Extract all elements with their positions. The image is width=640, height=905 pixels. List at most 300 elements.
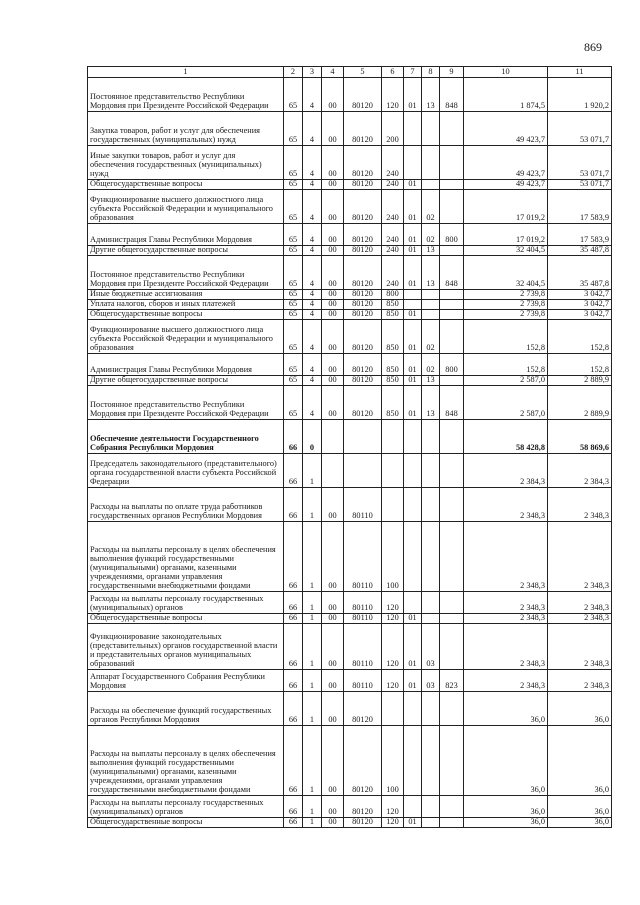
column-header: 5 bbox=[344, 67, 382, 78]
amount-cell: 49 423,7 bbox=[464, 146, 548, 180]
code-cell: 00 bbox=[322, 256, 344, 290]
row-label-cell: Администрация Главы Республики Мордовия bbox=[88, 224, 284, 246]
amount-cell: 32 404,5 bbox=[464, 256, 548, 290]
code-cell: 65 bbox=[284, 354, 303, 376]
code-cell: 120 bbox=[382, 796, 404, 818]
row-label-cell: Расходы на выплаты по оплате труда работников государственных органов Республики Мордовия bbox=[88, 488, 284, 522]
code-cell bbox=[422, 310, 440, 320]
code-cell: 4 bbox=[303, 180, 322, 190]
row-label-cell: Закупка товаров, работ и услуг для обеспечения государственных (муниципальных) нужд bbox=[88, 112, 284, 146]
code-cell bbox=[344, 420, 382, 454]
code-cell: 13 bbox=[422, 78, 440, 112]
amount-cell: 2 348,3 bbox=[464, 488, 548, 522]
code-cell: 00 bbox=[322, 190, 344, 224]
code-cell: 00 bbox=[322, 624, 344, 670]
code-cell bbox=[440, 320, 464, 354]
code-cell: 01 bbox=[404, 670, 422, 692]
code-cell: 80110 bbox=[344, 488, 382, 522]
row-label-cell: Расходы на обеспечение функций государственных органов Республики Мордовия bbox=[88, 692, 284, 726]
code-cell bbox=[440, 376, 464, 386]
column-header: 1 bbox=[88, 67, 284, 78]
table-row bbox=[88, 624, 612, 670]
code-cell bbox=[404, 420, 422, 454]
code-cell: 80110 bbox=[344, 670, 382, 692]
code-cell: 850 bbox=[382, 320, 404, 354]
code-cell: 200 bbox=[382, 112, 404, 146]
code-cell: 00 bbox=[322, 592, 344, 614]
amount-cell: 2 739,8 bbox=[464, 300, 548, 310]
code-cell bbox=[422, 522, 440, 592]
amount-cell: 35 487,8 bbox=[548, 246, 612, 256]
code-cell: 80120 bbox=[344, 190, 382, 224]
row-label-cell: Администрация Главы Республики Мордовия bbox=[88, 354, 284, 376]
code-cell: 800 bbox=[440, 354, 464, 376]
code-cell: 80120 bbox=[344, 818, 382, 828]
code-cell: 65 bbox=[284, 320, 303, 354]
code-cell: 00 bbox=[322, 692, 344, 726]
code-cell: 02 bbox=[422, 224, 440, 246]
code-cell: 00 bbox=[322, 488, 344, 522]
code-cell: 80110 bbox=[344, 614, 382, 624]
code-cell: 1 bbox=[303, 592, 322, 614]
code-cell: 00 bbox=[322, 320, 344, 354]
code-cell: 120 bbox=[382, 78, 404, 112]
code-cell bbox=[422, 180, 440, 190]
amount-cell: 2 739,8 bbox=[464, 310, 548, 320]
code-cell: 850 bbox=[382, 354, 404, 376]
amount-cell: 2 384,3 bbox=[464, 454, 548, 488]
code-cell: 65 bbox=[284, 256, 303, 290]
code-cell: 80120 bbox=[344, 692, 382, 726]
code-cell: 00 bbox=[322, 796, 344, 818]
code-cell: 01 bbox=[404, 818, 422, 828]
code-cell: 01 bbox=[404, 614, 422, 624]
column-header: 4 bbox=[322, 67, 344, 78]
code-cell: 1 bbox=[303, 614, 322, 624]
table-row bbox=[88, 670, 612, 692]
amount-cell: 2 587,0 bbox=[464, 386, 548, 420]
header-row bbox=[88, 67, 612, 78]
table-row bbox=[88, 190, 612, 224]
code-cell: 80120 bbox=[344, 146, 382, 180]
code-cell bbox=[440, 522, 464, 592]
code-cell: 848 bbox=[440, 386, 464, 420]
code-cell bbox=[440, 290, 464, 300]
code-cell bbox=[440, 300, 464, 310]
code-cell: 66 bbox=[284, 614, 303, 624]
column-header: 10 bbox=[464, 67, 548, 78]
code-cell: 66 bbox=[284, 818, 303, 828]
code-cell bbox=[382, 420, 404, 454]
amount-cell: 36,0 bbox=[548, 818, 612, 828]
code-cell: 848 bbox=[440, 256, 464, 290]
code-cell bbox=[422, 592, 440, 614]
code-cell: 66 bbox=[284, 454, 303, 488]
code-cell: 01 bbox=[404, 224, 422, 246]
row-label-cell: Постоянное представительство Республики Мордовия при Президенте Российской Федерации bbox=[88, 256, 284, 290]
amount-cell: 2 889,9 bbox=[548, 386, 612, 420]
amount-cell: 36,0 bbox=[548, 692, 612, 726]
code-cell: 01 bbox=[404, 78, 422, 112]
amount-cell: 2 348,3 bbox=[464, 624, 548, 670]
code-cell: 1 bbox=[303, 522, 322, 592]
row-label-cell: Расходы на выплаты персоналу государственных (муниципальных) органов bbox=[88, 796, 284, 818]
amount-cell: 36,0 bbox=[464, 818, 548, 828]
code-cell bbox=[404, 796, 422, 818]
code-cell: 66 bbox=[284, 670, 303, 692]
column-header: 6 bbox=[382, 67, 404, 78]
code-cell bbox=[322, 420, 344, 454]
row-label-cell: Общегосударственные вопросы bbox=[88, 310, 284, 320]
code-cell: 80120 bbox=[344, 256, 382, 290]
table-row bbox=[88, 224, 612, 246]
code-cell bbox=[404, 592, 422, 614]
code-cell: 65 bbox=[284, 78, 303, 112]
amount-cell: 36,0 bbox=[464, 692, 548, 726]
amount-cell: 2 348,3 bbox=[548, 614, 612, 624]
code-cell: 80120 bbox=[344, 78, 382, 112]
code-cell bbox=[404, 488, 422, 522]
row-label-cell: Другие общегосударственные вопросы bbox=[88, 376, 284, 386]
table-row bbox=[88, 246, 612, 256]
column-header: 9 bbox=[440, 67, 464, 78]
code-cell: 01 bbox=[404, 320, 422, 354]
column-header: 3 bbox=[303, 67, 322, 78]
code-cell: 65 bbox=[284, 224, 303, 246]
code-cell: 1 bbox=[303, 726, 322, 796]
code-cell bbox=[422, 420, 440, 454]
code-cell: 66 bbox=[284, 420, 303, 454]
row-label-cell: Иные бюджетные ассигнования bbox=[88, 290, 284, 300]
code-cell: 100 bbox=[382, 726, 404, 796]
code-cell bbox=[422, 614, 440, 624]
code-cell bbox=[440, 796, 464, 818]
code-cell: 13 bbox=[422, 256, 440, 290]
code-cell bbox=[422, 796, 440, 818]
code-cell: 80120 bbox=[344, 726, 382, 796]
code-cell: 00 bbox=[322, 310, 344, 320]
table-row bbox=[88, 592, 612, 614]
table-body bbox=[88, 78, 612, 828]
code-cell: 4 bbox=[303, 190, 322, 224]
code-cell: 240 bbox=[382, 146, 404, 180]
table-row bbox=[88, 386, 612, 420]
amount-cell: 35 487,8 bbox=[548, 256, 612, 290]
code-cell bbox=[404, 290, 422, 300]
amount-cell: 2 348,3 bbox=[548, 670, 612, 692]
code-cell: 80120 bbox=[344, 310, 382, 320]
code-cell: 80120 bbox=[344, 354, 382, 376]
amount-cell: 2 348,3 bbox=[464, 592, 548, 614]
row-label-cell: Председатель законодательного (представительного) органа государственной власти субъекта Российской Федерации bbox=[88, 454, 284, 488]
table-row bbox=[88, 376, 612, 386]
column-header: 7 bbox=[404, 67, 422, 78]
code-cell: 80110 bbox=[344, 522, 382, 592]
code-cell: 120 bbox=[382, 670, 404, 692]
column-header: 11 bbox=[548, 67, 612, 78]
code-cell: 850 bbox=[382, 386, 404, 420]
code-cell: 65 bbox=[284, 180, 303, 190]
code-cell: 1 bbox=[303, 454, 322, 488]
code-cell: 120 bbox=[382, 592, 404, 614]
table-row bbox=[88, 522, 612, 592]
code-cell: 65 bbox=[284, 300, 303, 310]
code-cell bbox=[422, 818, 440, 828]
code-cell: 66 bbox=[284, 726, 303, 796]
row-label-cell: Расходы на выплаты персоналу в целях обеспечения выполнения функций государственными (муниципальными) органами, казенными учреждениями, органами управления государственными внебюджетными фондами bbox=[88, 726, 284, 796]
code-cell: 4 bbox=[303, 224, 322, 246]
row-label-cell: Аппарат Государственного Собрания Республики Мордовия bbox=[88, 670, 284, 692]
amount-cell: 2 587,0 bbox=[464, 376, 548, 386]
amount-cell: 17 583,9 bbox=[548, 224, 612, 246]
code-cell: 4 bbox=[303, 300, 322, 310]
code-cell: 00 bbox=[322, 818, 344, 828]
code-cell: 120 bbox=[382, 614, 404, 624]
code-cell: 01 bbox=[404, 246, 422, 256]
code-cell bbox=[422, 488, 440, 522]
amount-cell: 36,0 bbox=[548, 726, 612, 796]
code-cell: 01 bbox=[404, 310, 422, 320]
code-cell: 80120 bbox=[344, 180, 382, 190]
code-cell bbox=[440, 818, 464, 828]
code-cell: 240 bbox=[382, 180, 404, 190]
amount-cell: 2 348,3 bbox=[548, 592, 612, 614]
code-cell: 02 bbox=[422, 190, 440, 224]
table-row bbox=[88, 488, 612, 522]
amount-cell: 2 348,3 bbox=[548, 488, 612, 522]
code-cell: 120 bbox=[382, 624, 404, 670]
budget-table bbox=[87, 66, 612, 828]
code-cell: 00 bbox=[322, 386, 344, 420]
code-cell: 850 bbox=[382, 310, 404, 320]
code-cell: 00 bbox=[322, 246, 344, 256]
row-label-cell: Уплата налогов, сборов и иных платежей bbox=[88, 300, 284, 310]
row-label-cell: Общегосударственные вопросы bbox=[88, 818, 284, 828]
amount-cell: 2 889,9 bbox=[548, 376, 612, 386]
code-cell: 823 bbox=[440, 670, 464, 692]
row-label-cell: Расходы на выплаты персоналу в целях обеспечения выполнения функций государственными (муниципальными) органами, казенными учреждениями, органами управления государственными внебюджетными фондами bbox=[88, 522, 284, 592]
code-cell: 1 bbox=[303, 796, 322, 818]
amount-cell: 36,0 bbox=[464, 796, 548, 818]
code-cell: 80120 bbox=[344, 290, 382, 300]
code-cell: 01 bbox=[404, 354, 422, 376]
code-cell: 4 bbox=[303, 246, 322, 256]
row-label-cell: Постоянное представительство Республики Мордовия при Президенте Российской Федерации bbox=[88, 78, 284, 112]
code-cell: 66 bbox=[284, 624, 303, 670]
code-cell: 80120 bbox=[344, 796, 382, 818]
code-cell bbox=[404, 146, 422, 180]
amount-cell: 1 920,2 bbox=[548, 78, 612, 112]
code-cell: 02 bbox=[422, 354, 440, 376]
row-label-cell: Иные закупки товаров, работ и услуг для обеспечения государственных (муниципальных) нужд bbox=[88, 146, 284, 180]
code-cell bbox=[440, 146, 464, 180]
amount-cell: 17 019,2 bbox=[464, 190, 548, 224]
code-cell: 0 bbox=[303, 420, 322, 454]
code-cell: 240 bbox=[382, 256, 404, 290]
code-cell: 4 bbox=[303, 112, 322, 146]
table-row bbox=[88, 454, 612, 488]
code-cell bbox=[404, 112, 422, 146]
code-cell: 800 bbox=[440, 224, 464, 246]
code-cell: 00 bbox=[322, 376, 344, 386]
column-header: 8 bbox=[422, 67, 440, 78]
code-cell: 65 bbox=[284, 310, 303, 320]
code-cell: 4 bbox=[303, 256, 322, 290]
table-row bbox=[88, 614, 612, 624]
code-cell bbox=[382, 692, 404, 726]
code-cell: 100 bbox=[382, 522, 404, 592]
table-row bbox=[88, 300, 612, 310]
amount-cell: 3 042,7 bbox=[548, 290, 612, 300]
code-cell bbox=[440, 614, 464, 624]
code-cell: 01 bbox=[404, 190, 422, 224]
amount-cell: 58 869,6 bbox=[548, 420, 612, 454]
code-cell: 848 bbox=[440, 78, 464, 112]
code-cell bbox=[440, 692, 464, 726]
code-cell: 65 bbox=[284, 112, 303, 146]
code-cell: 01 bbox=[404, 256, 422, 290]
code-cell: 240 bbox=[382, 246, 404, 256]
code-cell: 01 bbox=[404, 376, 422, 386]
code-cell: 00 bbox=[322, 522, 344, 592]
code-cell: 00 bbox=[322, 112, 344, 146]
code-cell bbox=[404, 726, 422, 796]
code-cell bbox=[344, 454, 382, 488]
row-label-cell: Постоянное представительство Республики Мордовия при Президенте Российской Федерации bbox=[88, 386, 284, 420]
code-cell: 00 bbox=[322, 614, 344, 624]
code-cell bbox=[440, 180, 464, 190]
code-cell bbox=[322, 454, 344, 488]
code-cell: 80120 bbox=[344, 320, 382, 354]
code-cell: 4 bbox=[303, 290, 322, 300]
amount-cell: 3 042,7 bbox=[548, 300, 612, 310]
amount-cell: 1 874,5 bbox=[464, 78, 548, 112]
code-cell: 240 bbox=[382, 224, 404, 246]
code-cell: 65 bbox=[284, 376, 303, 386]
code-cell: 4 bbox=[303, 354, 322, 376]
table-row bbox=[88, 796, 612, 818]
code-cell: 00 bbox=[322, 300, 344, 310]
code-cell: 850 bbox=[382, 376, 404, 386]
code-cell: 1 bbox=[303, 624, 322, 670]
code-cell: 03 bbox=[422, 670, 440, 692]
table-row bbox=[88, 726, 612, 796]
code-cell bbox=[440, 246, 464, 256]
column-header: 2 bbox=[284, 67, 303, 78]
amount-cell: 2 739,8 bbox=[464, 290, 548, 300]
code-cell: 00 bbox=[322, 354, 344, 376]
code-cell: 80120 bbox=[344, 386, 382, 420]
code-cell: 66 bbox=[284, 522, 303, 592]
amount-cell: 2 384,3 bbox=[548, 454, 612, 488]
amount-cell: 53 071,7 bbox=[548, 180, 612, 190]
row-label-cell: Обеспечение деятельности Государственного Собрания Республики Мордовия bbox=[88, 420, 284, 454]
code-cell: 800 bbox=[382, 290, 404, 300]
code-cell: 240 bbox=[382, 190, 404, 224]
code-cell: 66 bbox=[284, 592, 303, 614]
code-cell bbox=[440, 592, 464, 614]
code-cell bbox=[404, 692, 422, 726]
code-cell: 00 bbox=[322, 180, 344, 190]
code-cell bbox=[440, 190, 464, 224]
code-cell: 1 bbox=[303, 488, 322, 522]
code-cell: 66 bbox=[284, 796, 303, 818]
row-label-cell: Функционирование высшего должностного лица субъекта Российской Федерации и муниципального образования bbox=[88, 190, 284, 224]
row-label-cell: Общегосударственные вопросы bbox=[88, 180, 284, 190]
amount-cell: 152,8 bbox=[548, 320, 612, 354]
code-cell: 120 bbox=[382, 818, 404, 828]
code-cell bbox=[422, 454, 440, 488]
amount-cell: 2 348,3 bbox=[464, 670, 548, 692]
row-label-cell: Другие общегосударственные вопросы bbox=[88, 246, 284, 256]
code-cell: 1 bbox=[303, 818, 322, 828]
amount-cell: 58 428,8 bbox=[464, 420, 548, 454]
row-label-cell: Функционирование высшего должностного лица субъекта Российской Федерации и муниципального образования bbox=[88, 320, 284, 354]
table-row bbox=[88, 320, 612, 354]
code-cell: 13 bbox=[422, 386, 440, 420]
code-cell: 66 bbox=[284, 488, 303, 522]
amount-cell: 152,8 bbox=[464, 320, 548, 354]
table-row bbox=[88, 818, 612, 828]
table-row bbox=[88, 692, 612, 726]
code-cell bbox=[422, 692, 440, 726]
code-cell bbox=[404, 454, 422, 488]
row-label-cell: Функционирование законодательных (представительных) органов государственной власти и представительных органов муниципальных образований bbox=[88, 624, 284, 670]
code-cell: 65 bbox=[284, 290, 303, 300]
code-cell: 13 bbox=[422, 246, 440, 256]
code-cell: 65 bbox=[284, 386, 303, 420]
code-cell bbox=[382, 454, 404, 488]
code-cell: 4 bbox=[303, 146, 322, 180]
code-cell: 00 bbox=[322, 670, 344, 692]
code-cell: 80120 bbox=[344, 376, 382, 386]
table-row bbox=[88, 354, 612, 376]
amount-cell: 2 348,3 bbox=[548, 522, 612, 592]
page-number: 869 bbox=[584, 40, 602, 54]
amount-cell: 53 071,7 bbox=[548, 146, 612, 180]
amount-cell: 152,8 bbox=[464, 354, 548, 376]
amount-cell: 3 042,7 bbox=[548, 310, 612, 320]
code-cell: 80120 bbox=[344, 224, 382, 246]
amount-cell: 53 071,7 bbox=[548, 112, 612, 146]
amount-cell: 49 423,7 bbox=[464, 180, 548, 190]
code-cell: 4 bbox=[303, 310, 322, 320]
code-cell bbox=[422, 112, 440, 146]
code-cell: 1 bbox=[303, 670, 322, 692]
code-cell: 00 bbox=[322, 224, 344, 246]
amount-cell: 2 348,3 bbox=[548, 624, 612, 670]
amount-cell: 17 019,2 bbox=[464, 224, 548, 246]
table-row bbox=[88, 256, 612, 290]
code-cell: 01 bbox=[404, 386, 422, 420]
table-row bbox=[88, 146, 612, 180]
code-cell: 4 bbox=[303, 386, 322, 420]
code-cell bbox=[404, 522, 422, 592]
amount-cell: 36,0 bbox=[548, 796, 612, 818]
amount-cell: 2 348,3 bbox=[464, 522, 548, 592]
table-row bbox=[88, 180, 612, 190]
code-cell: 01 bbox=[404, 180, 422, 190]
amount-cell: 152,8 bbox=[548, 354, 612, 376]
code-cell: 1 bbox=[303, 692, 322, 726]
code-cell bbox=[440, 112, 464, 146]
code-cell bbox=[422, 726, 440, 796]
code-cell bbox=[422, 146, 440, 180]
code-cell: 00 bbox=[322, 146, 344, 180]
code-cell: 66 bbox=[284, 692, 303, 726]
code-cell: 02 bbox=[422, 320, 440, 354]
code-cell: 03 bbox=[422, 624, 440, 670]
